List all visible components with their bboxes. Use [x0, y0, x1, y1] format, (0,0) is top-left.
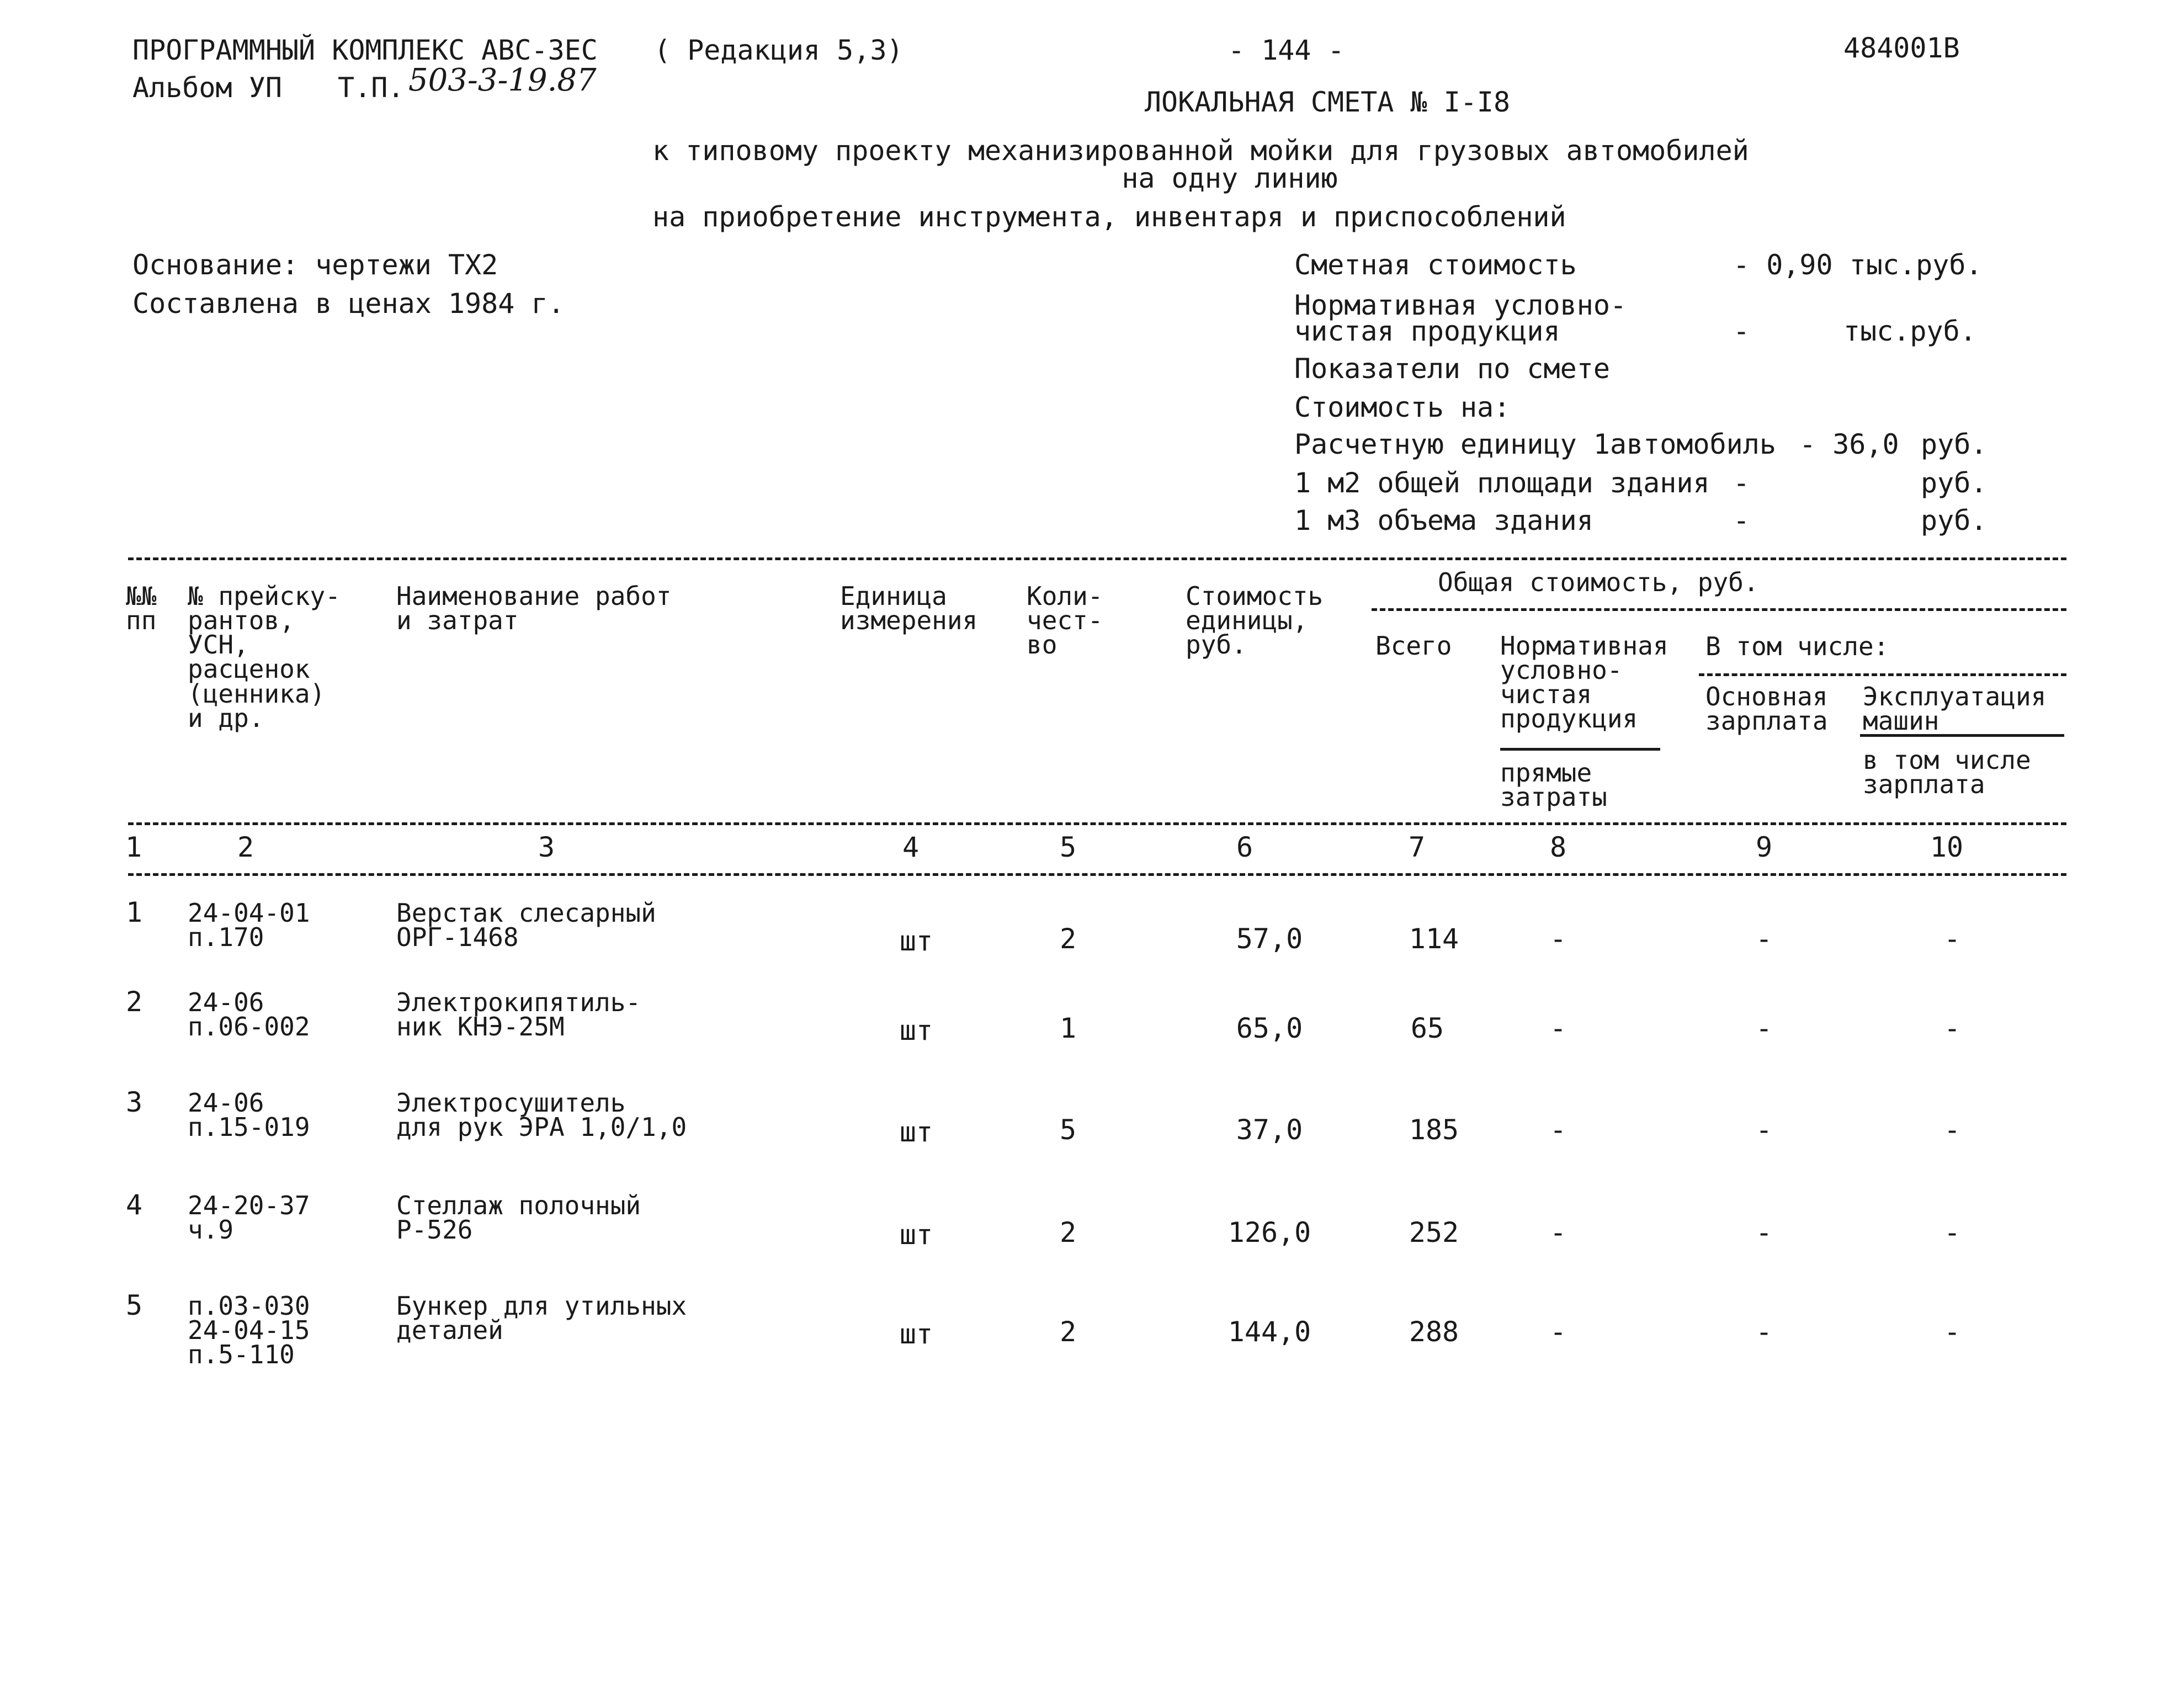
quantity: 2 — [1059, 1316, 1077, 1348]
machines-value: - — [1943, 1012, 1961, 1044]
quantity: 1 — [1059, 1012, 1077, 1044]
basis-line: Основание: чертежи ТХ2 — [132, 249, 498, 281]
item-name: Электросушитель для рук ЭРА 1,0/1,0 — [396, 1088, 687, 1143]
unit: шт — [899, 1116, 933, 1148]
normative-dash: - — [1733, 315, 1750, 347]
item-name: Верстак слесарный ОРГ-1468 — [396, 898, 656, 953]
unit-price: 65,0 — [1236, 1012, 1303, 1044]
price-code: 24-20-37 ч.9 — [188, 1191, 310, 1245]
per-m3-label: 1 м3 объема здания — [1294, 504, 1593, 536]
machines-value: - — [1943, 1316, 1961, 1348]
document-number: 484001В — [1843, 32, 1960, 64]
total-cost: 114 — [1409, 923, 1459, 955]
column-numbers-rule — [128, 873, 2066, 876]
normative-unit: тыс.руб. — [1843, 315, 1976, 347]
header-normative: Нормативная условно- чистая продукция — [1500, 631, 1668, 734]
header-total-group: Общая стоимость, руб. — [1438, 567, 1759, 597]
item-name: Стеллаж полочный Р-526 — [396, 1191, 641, 1245]
per-m3-dash: - — [1733, 504, 1750, 536]
normative-label-2: чистая продукция — [1294, 315, 1560, 347]
header-direct-costs: прямые затраты — [1500, 758, 1607, 812]
per-m2-label: 1 м2 общей площади здания — [1294, 467, 1710, 499]
incl-group-rule — [1699, 673, 2066, 676]
quantity: 2 — [1059, 1216, 1077, 1248]
column-number: 2 — [237, 831, 254, 863]
machines-value: - — [1943, 923, 1961, 955]
row-number: 1 — [126, 896, 143, 928]
header-quantity: Коли- чест- во — [1027, 581, 1103, 660]
subtitle-purpose: на приобретение инструмента, инвентаря и приспособлений — [652, 201, 1566, 233]
unit-price: 37,0 — [1236, 1114, 1303, 1146]
row-number: 4 — [126, 1189, 143, 1221]
normative-value: - — [1549, 1114, 1567, 1146]
table-top-rule — [128, 557, 2066, 560]
tp-handwritten-number: 503-3-19.87 — [408, 62, 597, 98]
column-number: 3 — [538, 831, 555, 863]
header-base-salary: Основная зарплата — [1705, 682, 1828, 736]
item-name: Бункер для утильных деталей — [396, 1291, 687, 1346]
per-m3-unit: руб. — [1921, 504, 1988, 536]
column-number: 8 — [1549, 831, 1567, 863]
unit-price: 57,0 — [1236, 923, 1303, 955]
column-number: 4 — [902, 831, 920, 863]
subtitle-project: к типовому проекту механизированной мойки для грузовых автомобилей — [652, 135, 1749, 167]
estimated-cost-value: - 0,90 тыс.руб. — [1733, 249, 1983, 281]
header-bottom-rule — [128, 822, 2066, 825]
header-incl-group: В том числе: — [1705, 631, 1889, 661]
column-number: 5 — [1059, 831, 1077, 863]
base-salary-value: - — [1755, 923, 1773, 955]
normative-underline — [1500, 748, 1660, 751]
header-row-number: №№ пп — [126, 581, 157, 636]
base-salary-value: - — [1755, 1114, 1773, 1146]
row-number: 2 — [126, 986, 143, 1018]
quantity: 2 — [1059, 923, 1077, 955]
row-number: 5 — [126, 1289, 143, 1321]
price-code: п.03-030 24-04-15 п.5-110 — [188, 1291, 310, 1370]
total-cost: 288 — [1409, 1316, 1459, 1348]
header-unit: Единица измерения — [840, 581, 978, 636]
header-name: Наименование работ и затрат — [396, 581, 672, 636]
per-m2-unit: руб. — [1921, 467, 1988, 499]
unit: шт — [899, 1219, 933, 1251]
per-unit-label: Расчетную единицу 1автомобиль — [1294, 428, 1776, 460]
column-number: 9 — [1755, 831, 1773, 863]
unit: шт — [899, 1318, 933, 1350]
per-unit-value: - 36,0 — [1799, 428, 1899, 460]
prices-year-line: Составлена в ценах 1984 г. — [132, 288, 565, 320]
per-m2-dash: - — [1733, 467, 1750, 499]
normative-value: - — [1549, 923, 1567, 955]
document-title: ЛОКАЛЬНАЯ СМЕТА № I-I8 — [1144, 86, 1511, 118]
total-group-rule — [1372, 608, 2066, 611]
unit: шт — [899, 1014, 933, 1046]
estimated-cost-label: Сметная стоимость — [1294, 249, 1577, 281]
header-machines-salary: в том числе зарплата — [1863, 745, 2031, 800]
normative-value: - — [1549, 1012, 1567, 1044]
indicators-label: Показатели по смете — [1294, 353, 1610, 385]
complex-name: ПРОГРАММНЫЙ КОМПЛЕКС АВС-ЗЕС — [132, 34, 598, 66]
cost-for-label: Стоимость на: — [1294, 391, 1511, 423]
total-cost: 185 — [1409, 1114, 1459, 1146]
column-number: 6 — [1236, 831, 1253, 863]
unit-price: 144,0 — [1227, 1316, 1311, 1348]
normative-value: - — [1549, 1316, 1567, 1348]
subtitle-line: на одну линию — [1122, 162, 1338, 194]
base-salary-value: - — [1755, 1316, 1773, 1348]
column-number: 1 — [125, 831, 142, 863]
header-price-code: № прейску- рантов, УСН, расценок (ценника) и др. — [188, 581, 341, 733]
normative-label: Нормативная условно- — [1294, 289, 1627, 321]
unit-price: 126,0 — [1227, 1216, 1311, 1248]
base-salary-value: - — [1755, 1216, 1773, 1248]
unit: шт — [899, 925, 933, 957]
header-machines: Эксплуатация машин — [1863, 682, 2047, 736]
quantity: 5 — [1059, 1114, 1077, 1146]
column-number: 10 — [1930, 831, 1964, 863]
total-cost: 252 — [1409, 1216, 1459, 1248]
price-code: 24-06 п.06-002 — [188, 987, 310, 1042]
column-number: 7 — [1408, 831, 1426, 863]
tp-label: Т.П. — [338, 72, 405, 104]
normative-value: - — [1549, 1216, 1567, 1248]
price-code: 24-04-01 п.170 — [188, 898, 310, 953]
row-number: 3 — [126, 1086, 143, 1118]
header-total: Всего — [1375, 631, 1452, 661]
total-cost: 65 — [1410, 1012, 1444, 1044]
edition-label: ( Редакция 5,3) — [654, 34, 904, 66]
base-salary-value: - — [1755, 1012, 1773, 1044]
per-unit-unit: руб. — [1921, 428, 1988, 460]
header-unit-cost: Стоимость единицы, руб. — [1186, 581, 1324, 660]
machines-value: - — [1943, 1114, 1961, 1146]
price-code: 24-06 п.15-019 — [188, 1088, 310, 1143]
page-number: - 144 - — [1228, 34, 1345, 66]
album-label: Альбом УП — [132, 72, 282, 104]
item-name: Электрокипятиль- ник КНЭ-25М — [396, 987, 641, 1042]
machines-value: - — [1943, 1216, 1961, 1248]
